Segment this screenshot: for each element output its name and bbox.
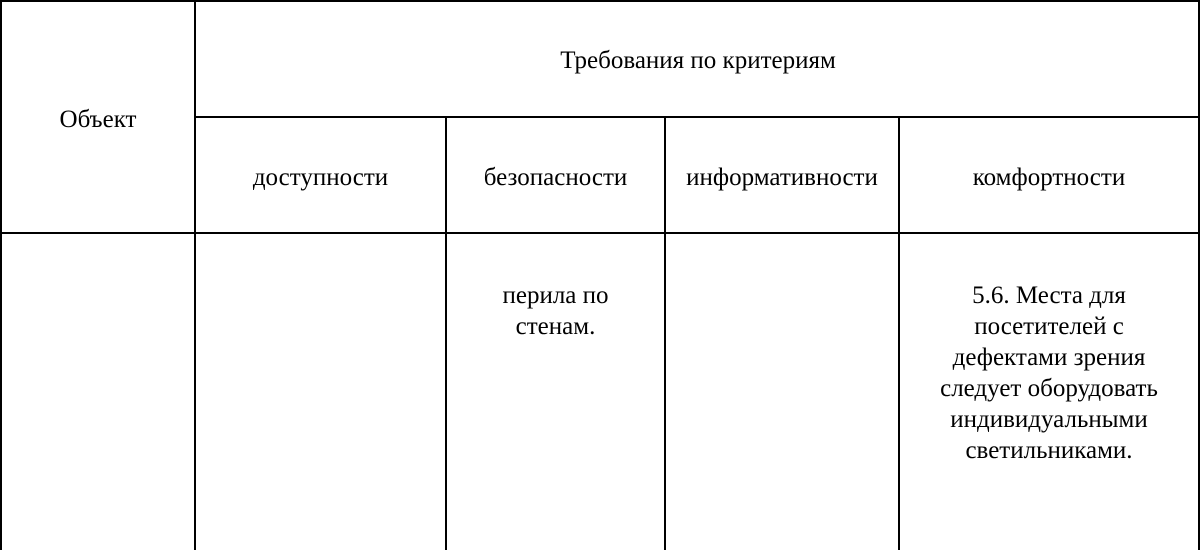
header-safety: безопасности: [483, 164, 628, 191]
row-comfort-line: дефектами зрения: [952, 344, 1146, 371]
row-safety-line: стенам.: [515, 313, 596, 340]
header-comfort: комфортности: [972, 164, 1126, 191]
row-safety-line: перила по: [502, 282, 609, 309]
row-comfort-line: 5.6. Места для: [972, 282, 1126, 309]
header-accessibility: доступности: [252, 164, 389, 191]
header-bottom-divider: [0, 232, 1200, 234]
header-informativeness: информативности: [686, 164, 878, 191]
row-comfort-cell: [900, 280, 1198, 466]
column-divider-object: [194, 0, 196, 550]
row-comfort-line: следует оборудовать: [940, 375, 1158, 402]
header-group-divider: [194, 116, 1200, 118]
table-border-top: [0, 0, 1200, 2]
row-safety-cell: [447, 280, 664, 342]
row-comfort-line: посетителей с: [974, 313, 1124, 340]
header-criteria-group: Требования по критериям: [560, 47, 836, 74]
row-comfort-line: светильниками.: [965, 437, 1133, 464]
row-comfort-line: индивидуальными: [950, 406, 1148, 433]
header-object: Объект: [59, 106, 137, 133]
table-border-left: [0, 0, 2, 550]
